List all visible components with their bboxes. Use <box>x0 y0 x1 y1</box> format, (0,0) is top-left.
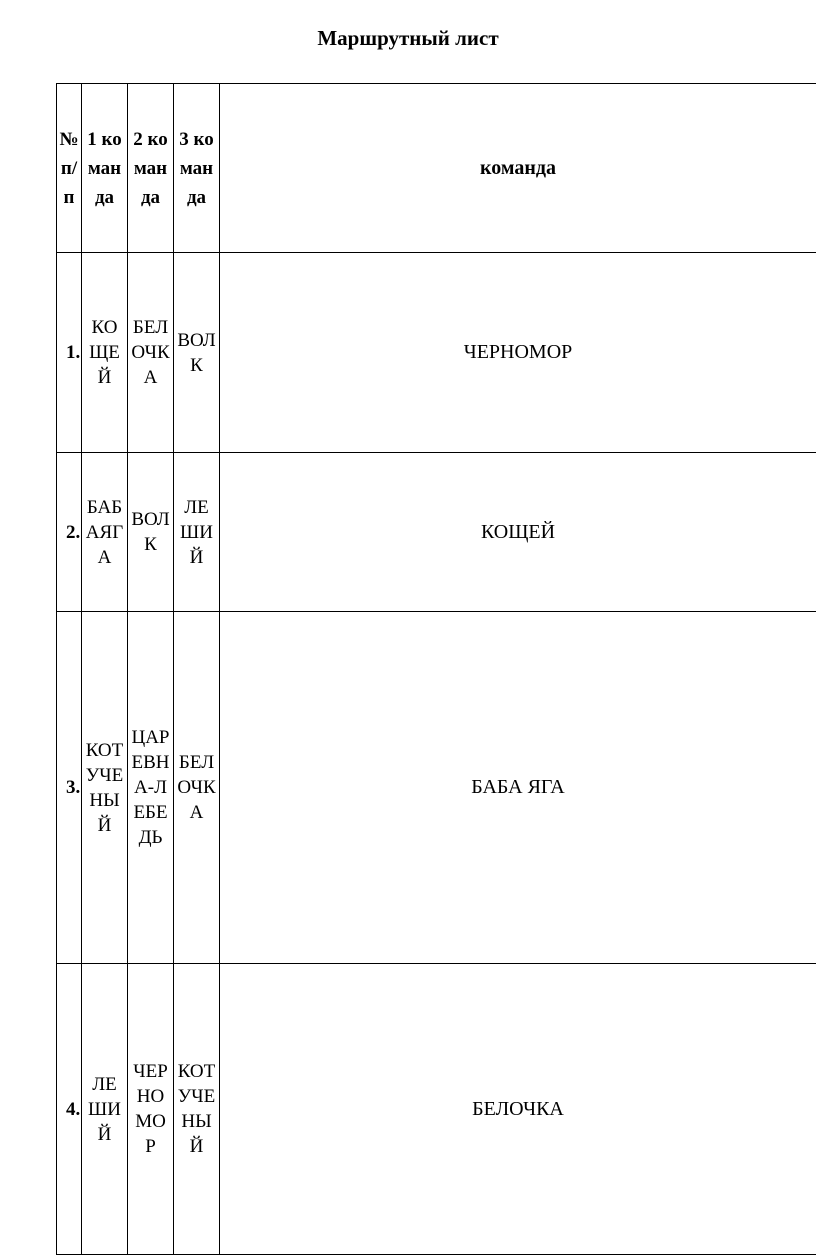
cell-team1: БАБАЯГА <box>82 453 128 612</box>
table-row <box>57 964 816 1255</box>
row-num: 3. <box>57 612 82 964</box>
row-num: 4. <box>57 964 82 1255</box>
cell-team2: ВОЛК <box>128 453 174 612</box>
cell-team2: ЧЕРНОМОР <box>128 964 174 1255</box>
table-row <box>57 453 816 612</box>
cell-team1: КОТУЧЕНЫЙ <box>82 612 128 964</box>
cell-team: БЕЛОЧКА <box>220 964 816 1255</box>
cell-team2: БЕЛОЧКА <box>128 253 174 453</box>
row-num: 1. <box>57 253 82 453</box>
table-row <box>57 253 816 453</box>
header-team1: 1 команда <box>82 84 128 253</box>
cell-team3: БЕЛОЧКА <box>174 612 220 964</box>
cell-team1: КОЩЕЙ <box>82 253 128 453</box>
cell-team: БАБА ЯГА <box>220 612 816 964</box>
header-team2: 2 команда <box>128 84 174 253</box>
route-table <box>56 83 816 1255</box>
header-team3: 3 команда <box>174 84 220 253</box>
cell-team3: КОТУЧЕНЫЙ <box>174 964 220 1255</box>
row-num: 2. <box>57 453 82 612</box>
cell-team3: ЛЕШИЙ <box>174 453 220 612</box>
table-row <box>57 612 816 964</box>
header-team: команда <box>220 84 816 253</box>
header-num: № п/п <box>57 84 82 253</box>
cell-team3: ВОЛК <box>174 253 220 453</box>
page-title: Маршрутный лист <box>317 26 499 50</box>
cell-team: ЧЕРНОМОР <box>220 253 816 453</box>
cell-team1: ЛЕШИЙ <box>82 964 128 1255</box>
table-header-row <box>57 84 816 253</box>
cell-team: КОЩЕЙ <box>220 453 816 612</box>
cell-team2: ЦАРЕВНА-ЛЕБЕДЬ <box>128 612 174 964</box>
